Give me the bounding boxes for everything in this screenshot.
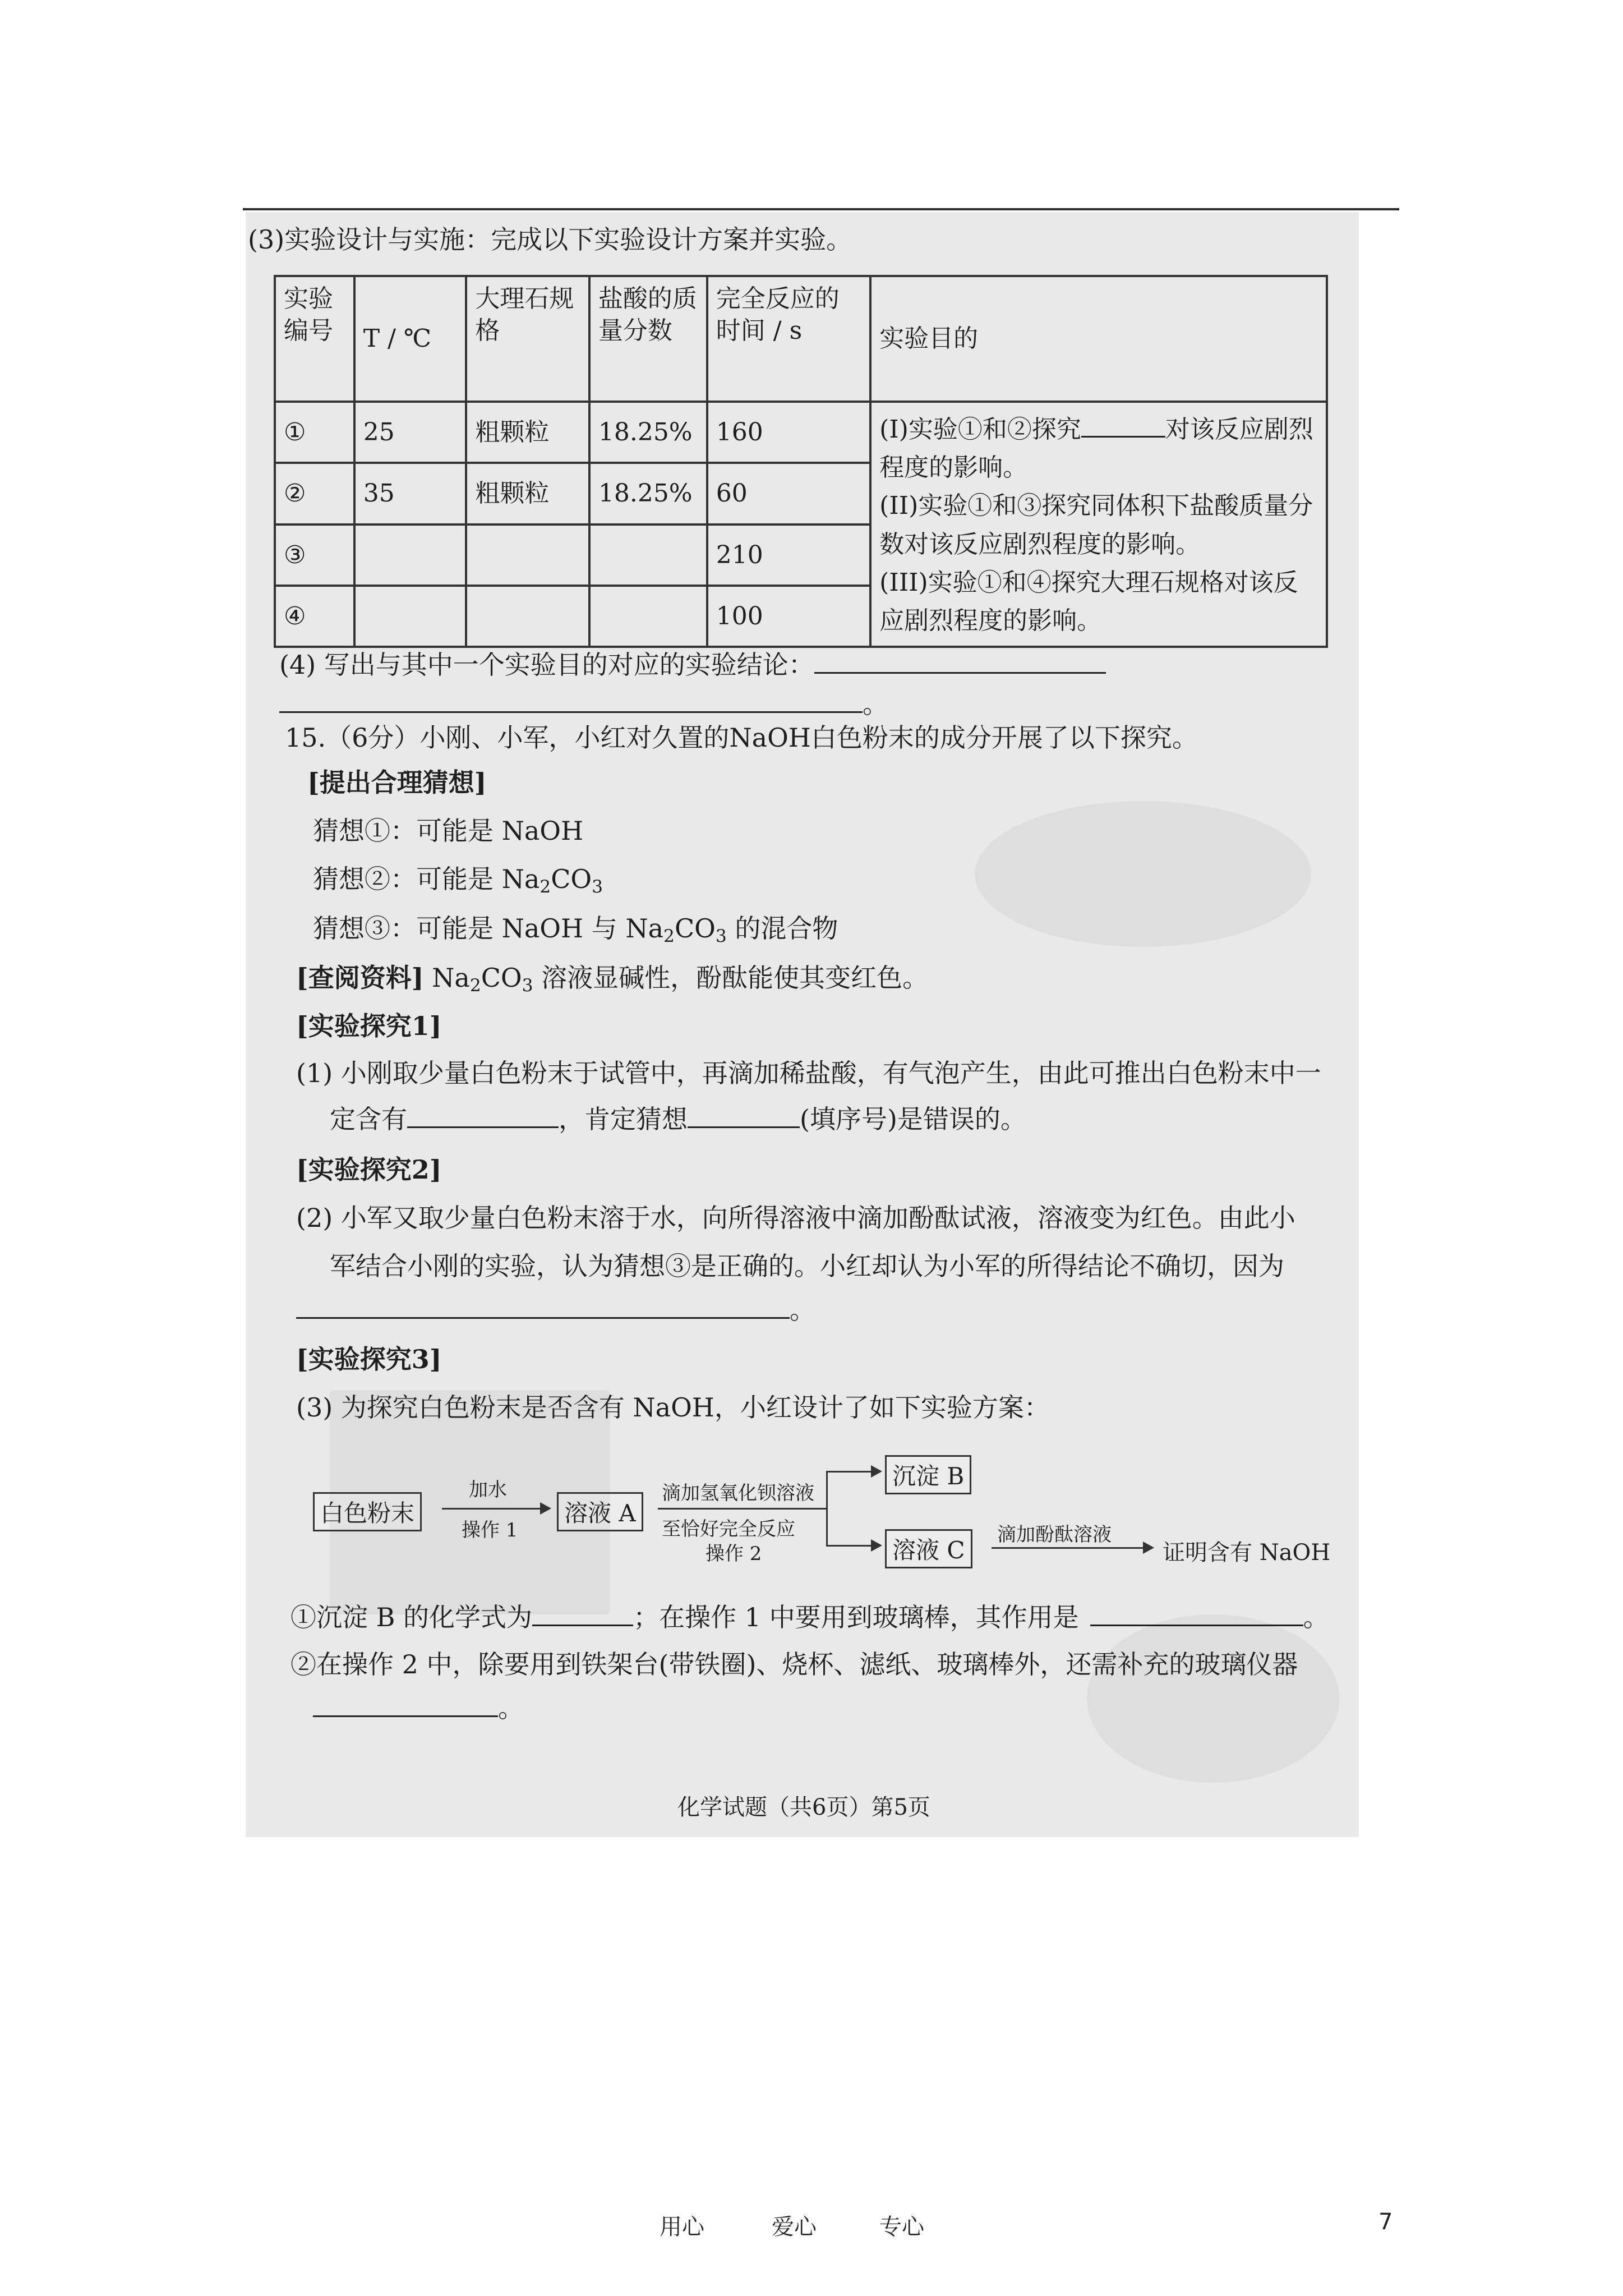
arrow-line	[992, 1547, 1143, 1549]
flow-op2-top: 滴加氢氧化钡溶液	[662, 1482, 814, 1504]
header-purpose: 实验目的	[870, 276, 1327, 402]
answer-blank-conclusion-2[interactable]	[279, 689, 863, 713]
answer-blank-glass-rod[interactable]	[1090, 1602, 1303, 1626]
cell-conc: 18.25%	[589, 463, 707, 524]
cell-conc[interactable]	[589, 586, 707, 647]
scan-footer: 化学试题（共6页）第5页	[677, 1795, 930, 1820]
cell-id: ④	[275, 586, 354, 647]
exp3-line1: (3) 为探究白色粉末是否含有 NaOH，小红设计了如下实验方案：	[296, 1392, 1050, 1423]
cell-time: 210	[707, 524, 870, 586]
header-id: 实验编号	[275, 276, 354, 402]
purpose-3: (III)实验①和④探究大理石规格对该反应剧烈程度的影响。	[879, 568, 1298, 635]
flow-op1-bottom: 操作 1	[462, 1519, 518, 1542]
cell-temp: 35	[354, 463, 467, 524]
reference-heading: [查阅资料]	[296, 963, 424, 993]
answer-blank-conclusion[interactable]	[814, 650, 1106, 674]
header-time: 完全反应的时间 / s	[707, 276, 870, 402]
cell-time: 60	[707, 463, 870, 524]
exp2-line2: 军结合小刚的实验，认为猜想③是正确的。小红却认为小军的所得结论不确切，因为	[330, 1251, 1284, 1281]
answer-blank-reason[interactable]	[296, 1295, 790, 1319]
scanned-exam-page	[246, 212, 1359, 1837]
cell-spec: 粗颗粒	[466, 402, 589, 463]
flow-box-white-powder: 白色粉末	[313, 1492, 422, 1531]
cell-temp[interactable]	[354, 586, 467, 647]
flow-op3: 滴加酚酞溶液	[997, 1524, 1112, 1546]
page-number: 7	[1378, 2209, 1393, 2235]
cell-spec[interactable]	[466, 586, 589, 647]
exp3-heading: [实验探究3]	[296, 1344, 442, 1374]
table-row	[275, 402, 1327, 463]
arrow-right-icon	[871, 1539, 882, 1552]
q14-part3-intro: (3)实验设计与实施：完成以下实验设计方案并实验。	[248, 224, 852, 255]
cell-temp[interactable]	[354, 524, 467, 586]
reference-info: [查阅资料] $Na_2CO_3$ 溶液显碱性，酚酞能使其变红色。	[296, 963, 929, 996]
header-conc: 盐酸的质量分数	[589, 276, 707, 402]
answer-blank-hypothesis[interactable]	[688, 1104, 800, 1128]
hypothesis-2: 猜想②：可能是 $Na_2CO_3$	[313, 864, 603, 897]
exp1-line2: 定含有 ，肯定猜想 (填序号)是错误的。	[330, 1104, 1026, 1134]
flow-result: 证明含有 NaOH	[1163, 1540, 1331, 1566]
answer-blank-instrument[interactable]	[313, 1693, 498, 1717]
top-rule	[243, 208, 1399, 210]
arrow-right-icon	[871, 1465, 882, 1478]
arrow-line	[658, 1508, 826, 1510]
exp2-line3: 。	[296, 1295, 815, 1326]
arrow-line	[826, 1545, 871, 1547]
hypothesis-heading: [提出合理猜想]	[307, 767, 487, 798]
answer-blank-purpose[interactable]	[1081, 413, 1165, 438]
q15-title: 15.（6分）小刚、小军，小红对久置的NaOH白色粉末的成分开展了以下探究。	[285, 723, 1198, 753]
footer-mid: 爱心	[772, 2214, 817, 2240]
answer-blank-formula[interactable]	[532, 1602, 633, 1626]
footer-left: 用心	[660, 2214, 704, 2240]
header-spec: 大理石规格	[466, 276, 589, 402]
cell-time: 160	[707, 402, 870, 463]
cell-id: ②	[275, 463, 354, 524]
footer-right: 专心	[879, 2214, 924, 2240]
answer-blank-contains[interactable]	[407, 1104, 559, 1128]
q14-part4	[279, 650, 1106, 680]
arrow-right-icon	[540, 1502, 551, 1515]
purpose-2: (II)实验①和③探究同体积下盐酸质量分数对该反应剧烈程度的影响。	[879, 491, 1313, 559]
arrow-line	[442, 1508, 540, 1510]
cell-spec[interactable]	[466, 524, 589, 586]
purpose-cell	[870, 402, 1327, 647]
flow-box-solution-a: 溶液 A	[557, 1492, 643, 1531]
cell-spec: 粗颗粒	[466, 463, 589, 524]
hypothesis-1: 猜想①：可能是 NaOH	[313, 816, 584, 846]
cell-id: ①	[275, 402, 354, 463]
flow-op1-top: 加水	[469, 1479, 507, 1501]
arrow-line	[826, 1471, 871, 1473]
exp2-heading: [实验探究2]	[296, 1154, 442, 1185]
table-header-row	[275, 276, 1327, 402]
exp2-line1: (2) 小军又取少量白色粉末溶于水，向所得溶液中滴加酚酞试液，溶液变为红色。由此小	[296, 1203, 1295, 1233]
cell-id: ③	[275, 524, 354, 586]
q14-part4-text: (4) 写出与其中一个实验目的对应的实验结论：	[279, 650, 814, 680]
exp1-heading: [实验探究1]	[296, 1011, 442, 1041]
q14-part4-end: 。	[863, 689, 888, 719]
q14-part4-line2	[279, 689, 888, 720]
cell-conc: 18.25%	[589, 402, 707, 463]
experiment-table	[274, 275, 1328, 648]
flow-op2-mid: 至恰好完全反应	[662, 1518, 795, 1540]
arrow-right-icon	[1143, 1542, 1154, 1554]
purpose-1b: 对该反应剧烈程度的影响。	[879, 415, 1313, 482]
flow-op2-bottom: 操作 2	[706, 1543, 762, 1565]
flow-box-solution-c: 溶液 C	[885, 1529, 972, 1568]
cell-temp: 25	[354, 402, 467, 463]
q15-question-b: ②在操作 2 中，除要用到铁架台(带铁圈)、烧杯、滤纸、玻璃棒外，还需补充的玻璃仪器	[291, 1649, 1298, 1680]
flow-box-precipitate-b: 沉淀 B	[885, 1455, 971, 1494]
hypothesis-3: 猜想③：可能是 NaOH 与 $Na_2CO_3$ 的混合物	[313, 913, 838, 946]
cell-conc[interactable]	[589, 524, 707, 586]
flow-branch-line	[826, 1471, 828, 1546]
header-temp: T / ℃	[354, 276, 467, 402]
cell-time: 100	[707, 586, 870, 647]
q15-question-b-line2: 。	[313, 1693, 524, 1724]
purpose-1a: (I)实验①和②探究	[879, 415, 1081, 444]
exp1-line1: (1) 小刚取少量白色粉末于试管中，再滴加稀盐酸，有气泡产生，由此可推出白色粉末中一	[296, 1058, 1321, 1088]
q15-question-a: ①沉淀 B 的化学式为 ；在操作 1 中要用到玻璃棒，其作用是 。	[291, 1602, 1329, 1632]
